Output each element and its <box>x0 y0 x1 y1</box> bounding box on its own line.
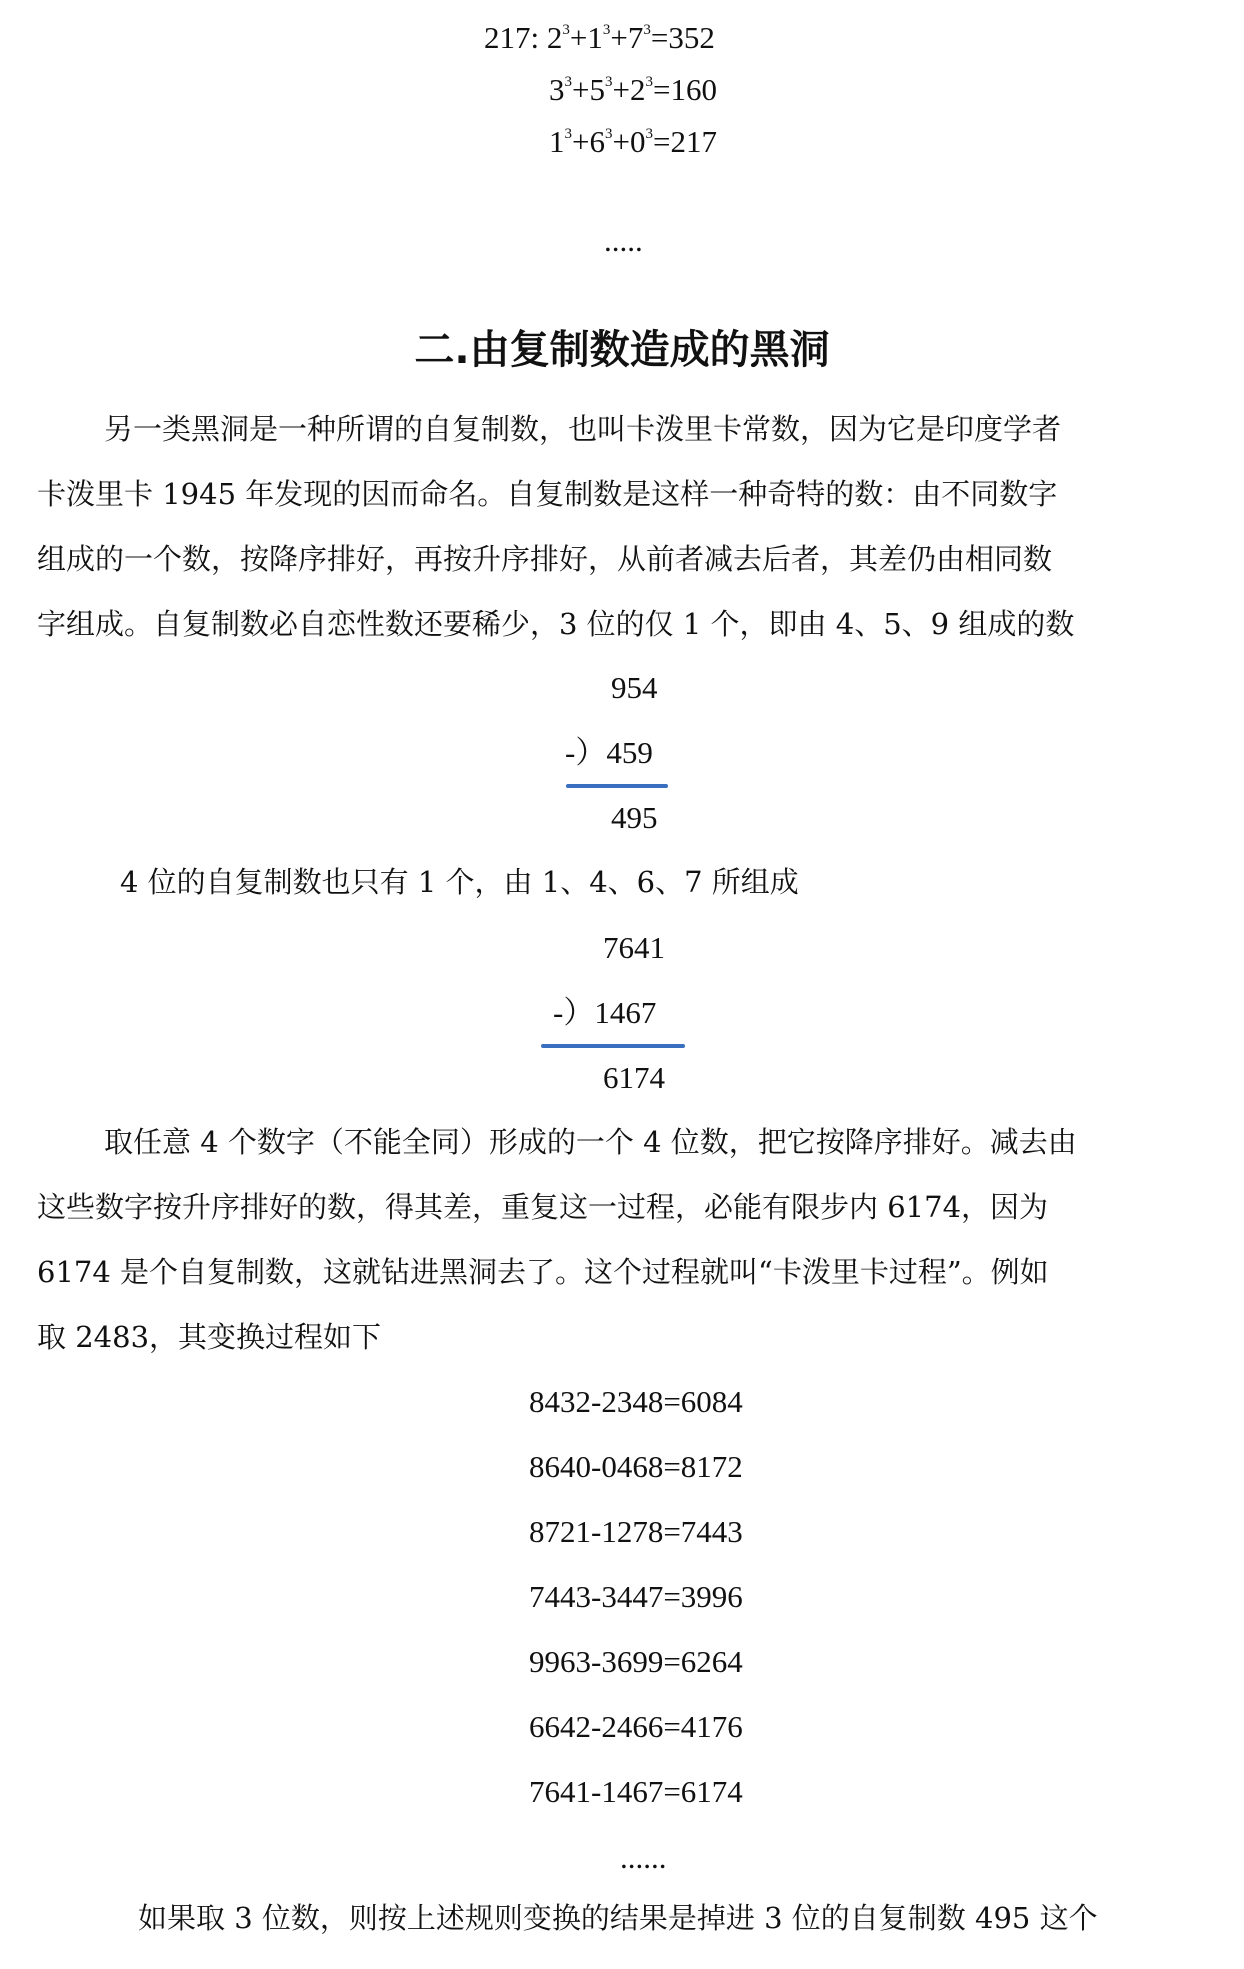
step-line: 8640-0468=8172 <box>529 1449 743 1484</box>
cube-line-3: $1^3+6^3+0^3=217$ <box>549 124 717 159</box>
para1-line-3: 组成的一个数，按降序排好，再按升序排好，从前者减去后者，其差仍由相同数 <box>37 542 1053 576</box>
cube-prefix: 217: <box>484 20 547 55</box>
sub4-result: 6174 <box>603 1060 665 1095</box>
step-line: 8721-1278=7443 <box>529 1514 743 1549</box>
sub4-minus: -）1467 <box>553 995 657 1030</box>
step-line: 8432-2348=6084 <box>529 1384 743 1419</box>
cube-line-1: 217: $2^3+1^3+7^3=352$ <box>484 20 715 55</box>
para3-line-2: 这些数字按升序排好的数，得其差，重复这一过程，必能有限步内 6174，因为 <box>37 1190 1049 1224</box>
sub3-top: 954 <box>611 670 658 705</box>
steps-ellipsis: ...... <box>620 1840 667 1875</box>
sub3-result: 495 <box>611 800 658 835</box>
sub3-minus: -）459 <box>565 735 653 770</box>
para1-line-2: 卡泼里卡 1945 年发现的因而命名。自复制数是这样一种奇特的数：由不同数字 <box>37 477 1058 511</box>
sub3-rule <box>566 784 668 788</box>
para3-line-3: 6174 是个自复制数，这就钻进黑洞去了。这个过程就叫“卡泼里卡过程”。例如 <box>37 1255 1049 1289</box>
para3-line-4: 取 2483，其变换过程如下 <box>37 1320 382 1354</box>
cube-ellipsis: ..... <box>604 223 643 258</box>
sub4-top: 7641 <box>603 930 665 965</box>
para4: 如果取 3 位数，则按上述规则变换的结果是掉进 3 位的自复制数 495 这个 <box>138 1901 1098 1935</box>
sub4-rule <box>541 1044 685 1048</box>
para1-line-1: 另一类黑洞是一种所谓的自复制数，也叫卡泼里卡常数，因为它是印度学者 <box>104 412 1062 446</box>
step-line: 7443-3447=3996 <box>529 1579 743 1614</box>
step-line: 7641-1467=6174 <box>529 1774 743 1809</box>
cube-line-2: $3^3+5^3+2^3=160$ <box>549 72 717 107</box>
para2: 4 位的自复制数也只有 1 个，由 1、4、6、7 所组成 <box>120 865 799 899</box>
section-title: 二.由复制数造成的黑洞 <box>414 327 830 373</box>
step-line: 6642-2466=4176 <box>529 1709 743 1744</box>
para3-line-1: 取任意 4 个数字（不能全同）形成的一个 4 位数，把它按降序排好。减去由 <box>104 1125 1077 1159</box>
para1-line-4: 字组成。自复制数必自恋性数还要稀少，3 位的仅 1 个，即由 4、5、9 组成的数 <box>37 607 1075 641</box>
step-line: 9963-3699=6264 <box>529 1644 743 1679</box>
